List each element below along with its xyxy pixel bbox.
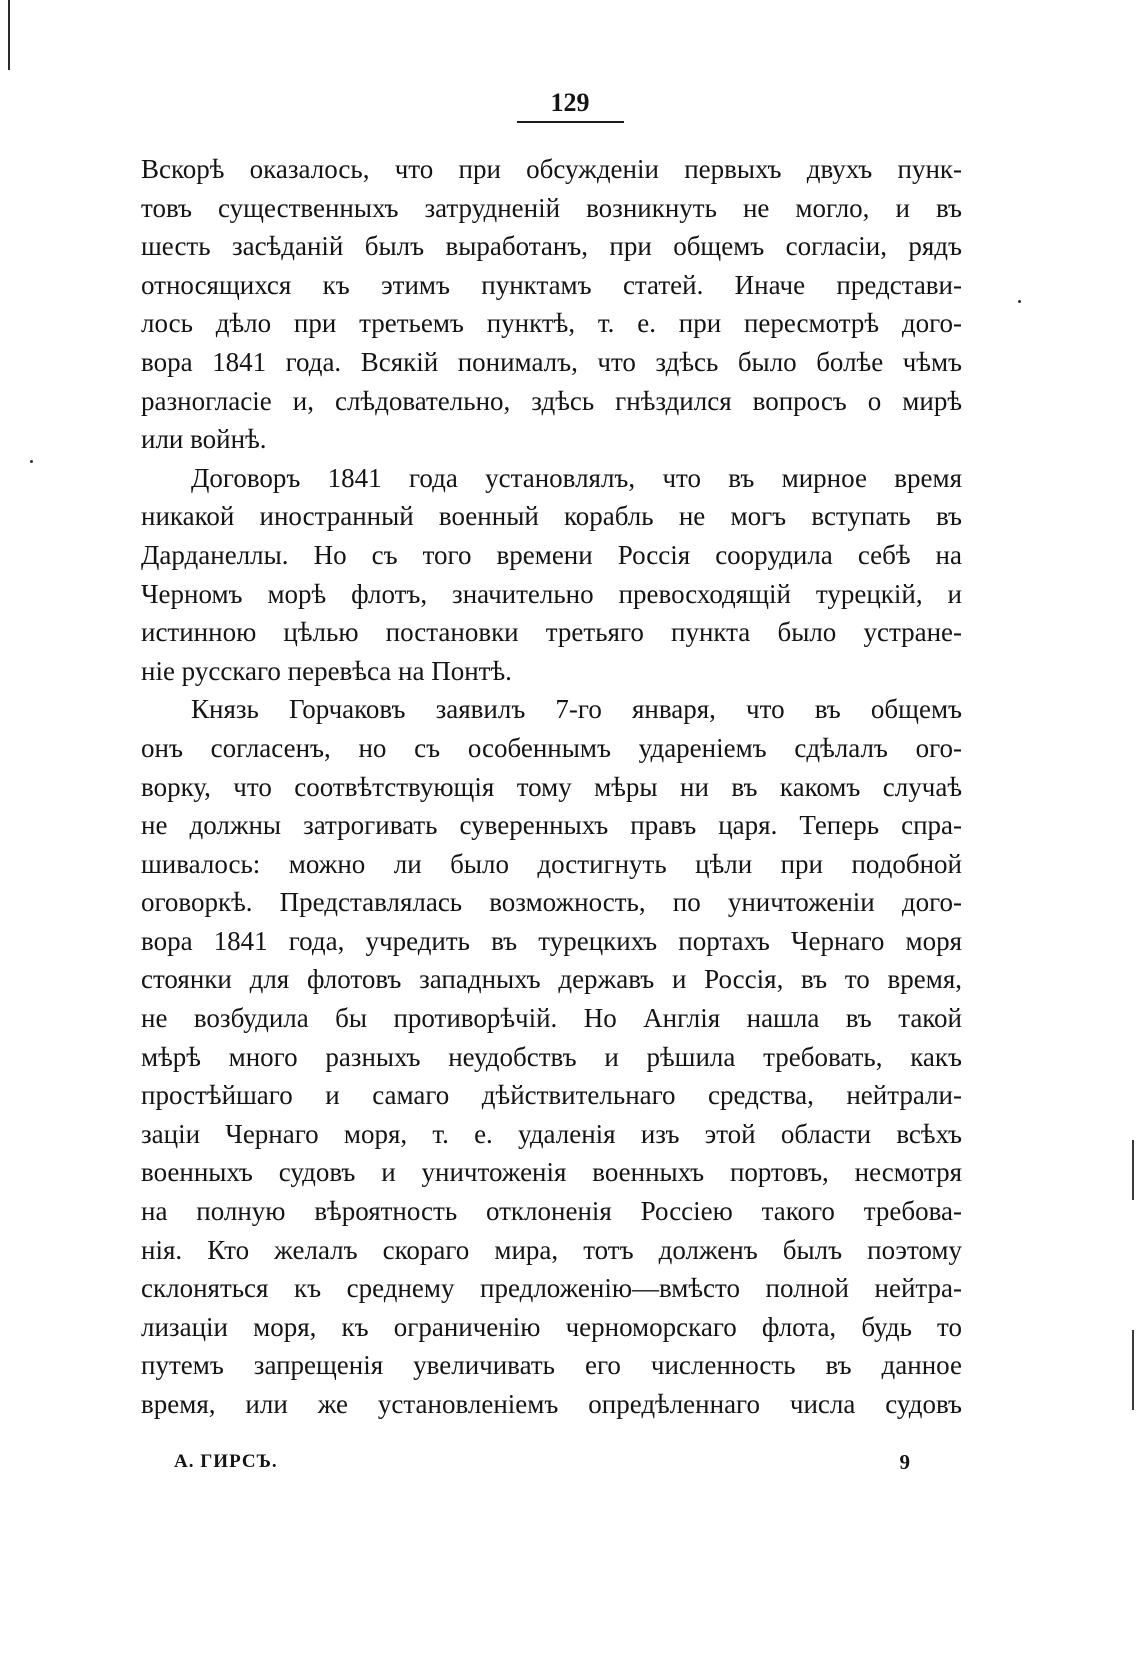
scan-edge-mark [1132,1140,1134,1200]
text-line: склоняться къ среднему предложенію—вмѣсто полной нейтра- [141,1273,962,1304]
text-line: Дарданеллы. Но съ того времени Россія соорудила себѣ на [141,539,962,570]
footer-sheet-number: 9 [899,1450,910,1474]
footer-signature: А. ГИРСЪ. [174,1451,278,1472]
text-line: товъ существенныхъ затрудненій возникнуть не могло, и въ [141,192,962,223]
body-text [141,150,962,1424]
text-line: нія. Кто желалъ скораго мира, тотъ долженъ былъ поэтому [141,1234,962,1265]
text-line: вора 1841 года. Всякій понималъ, что здѣсь было болѣе чѣмъ [141,346,962,377]
text-line: шесть засѣданій былъ выработанъ, при общемъ согласіи, рядъ [141,231,962,262]
text-line: истинною цѣлью постановки третьяго пункта было устране- [141,617,962,648]
text-line: мѣрѣ много разныхъ неудобствъ и рѣшила требовать, какъ [141,1041,962,1072]
page-header [0,88,1140,123]
text-line: лизаціи моря, къ ограниченію черноморскаго флота, будь то [141,1311,962,1342]
text-line: время, или же установленіемъ опредѣленнаго числа судовъ [141,1389,962,1419]
scan-speck [1018,300,1021,303]
text-line: вора 1841 года, учредить въ турецкихъ портахъ Чернаго моря [141,925,962,956]
text-line: на полную вѣроятность отклоненія Россіею такого требова- [141,1196,962,1227]
page-number: 129 [517,88,624,123]
text-line: или войнѣ. [141,424,267,455]
text-line: шивалось: можно ли было достигнуть цѣли при подобной [141,848,962,879]
text-line: Вскорѣ оказалось, что при обсужденіи первыхъ двухъ пунк- [141,154,962,184]
text-line: не возбудила бы противорѣчій. Но Англія нашла въ такой [141,1003,962,1034]
text-line: никакой иностранный военный корабль не могъ вступать въ [141,501,962,532]
text-line: относящихся къ этимъ пунктамъ статей. Иначе представи- [141,269,962,300]
text-line: Договоръ 1841 года установлялъ, что въ мирное время [191,462,962,493]
text-line: простѣйшаго и самаго дѣйствительнаго средства, нейтрали- [141,1080,962,1111]
text-line: оговоркѣ. Представлялась возможность, по уничтоженіи дого- [141,887,962,918]
scan-edge-mark [1132,1330,1134,1410]
text-line: военныхъ судовъ и уничтоженія военныхъ портовъ, несмотря [141,1157,962,1188]
text-line: ворку, что соотвѣтствующія тому мѣры ни въ какомъ случаѣ [141,771,962,802]
text-line: Князь Горчаковъ заявилъ 7-го января, что въ общемъ [191,694,962,725]
text-line: заціи Чернаго моря, т. е. удаленія изъ этой области всѣхъ [141,1118,962,1149]
text-line: стоянки для флотовъ западныхъ державъ и Россія, въ то время, [141,964,962,995]
text-line: путемъ запрещенія увеличивать его численность въ данное [141,1350,962,1381]
text-line: не должны затрогивать суверенныхъ правъ царя. Теперь спра- [141,810,962,841]
text-line: онъ согласенъ, но съ особеннымъ удареніемъ сдѣлалъ ого- [141,732,962,763]
scan-speck [30,460,33,463]
text-line: Черномъ морѣ флотъ, значительно превосходящій турецкій, и [141,578,962,609]
text-line: разногласіе и, слѣдовательно, здѣсь гнѣздился вопросъ о мирѣ [141,385,962,416]
text-line: ніе русскаго перевѣса на Понтѣ. [141,655,512,686]
text-line: лось дѣло при третьемъ пунктѣ, т. е. при пересмотрѣ дого- [141,308,962,339]
scan-edge-mark [8,0,10,70]
